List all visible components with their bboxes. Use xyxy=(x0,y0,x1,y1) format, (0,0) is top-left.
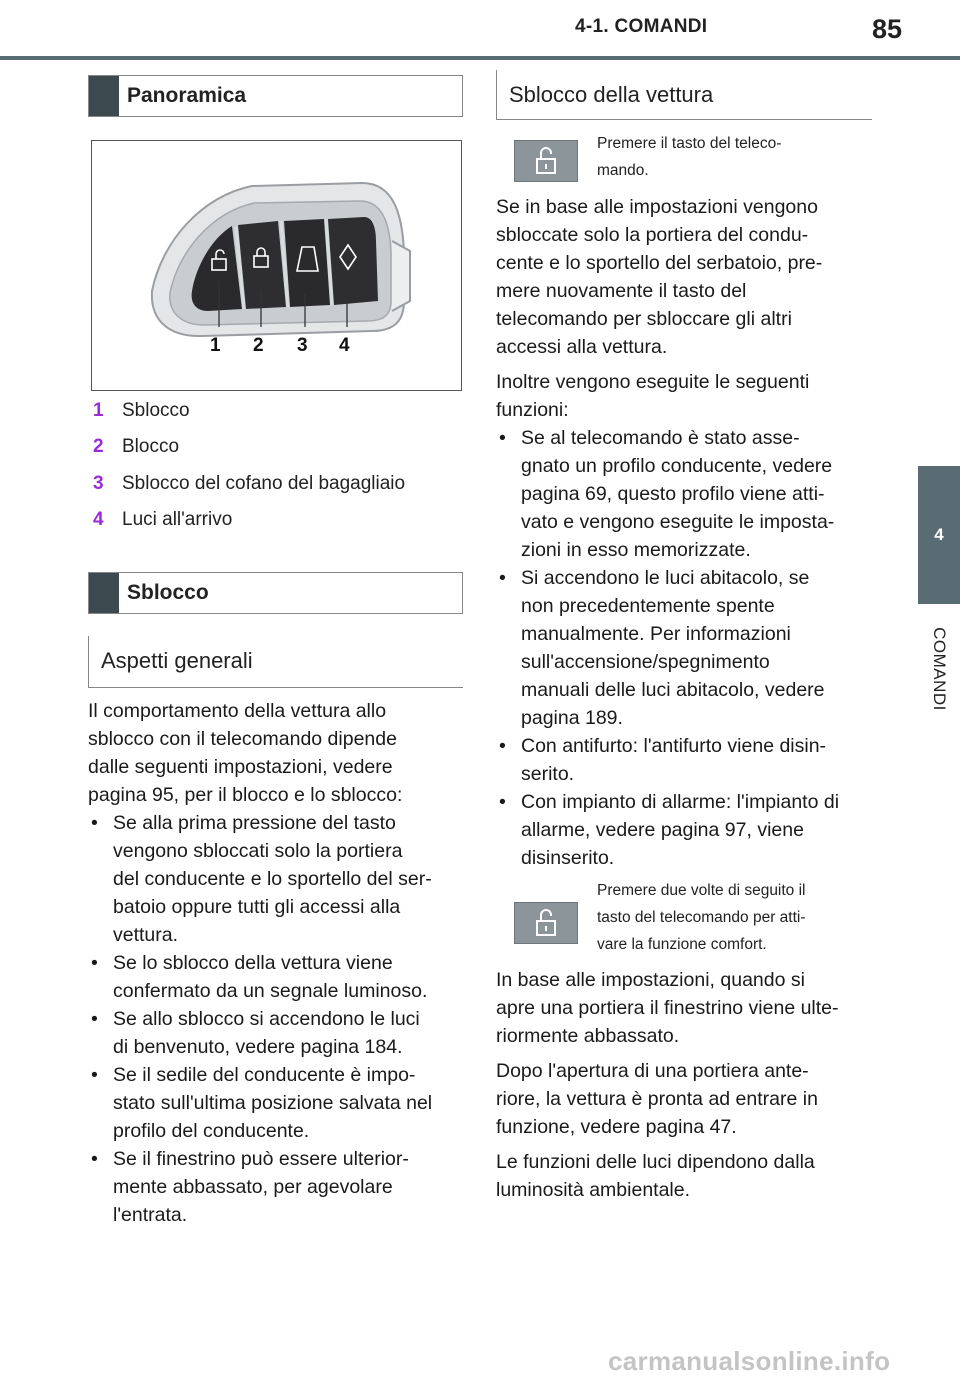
bullet-dot: • xyxy=(91,952,98,974)
text-line: Con antifurto: l'antifurto viene disin- xyxy=(521,735,827,757)
bullet-item xyxy=(88,1005,468,1061)
text-line: disinserito. xyxy=(521,847,615,869)
text-line: pagina 95, per il blocco e lo sblocco: xyxy=(88,784,403,806)
text-line: sbloccate solo la portiera del condu- xyxy=(496,224,809,246)
section-header-bar xyxy=(89,573,119,613)
bullet-dot: • xyxy=(499,791,506,813)
text-line: mente abbassato, per agevolare xyxy=(113,1176,393,1198)
text-line: Con impianto di allarme: l'impianto di xyxy=(521,791,840,813)
bullet-dot: • xyxy=(91,1148,98,1170)
text-line: manuali delle luci abitacolo, vedere xyxy=(521,679,825,701)
unlock-button-symbol xyxy=(514,902,578,944)
legend-label: Sblocco del cofano del bagagliaio xyxy=(122,473,406,494)
legend-num: 1 xyxy=(93,400,104,421)
chapter-tab-label-text: COMANDI xyxy=(930,627,949,711)
text-line: riore, la vettura è pronta ad entrare in xyxy=(496,1088,818,1110)
text-line: accessi alla vettura. xyxy=(496,336,668,358)
text-line: confermato da un segnale luminoso. xyxy=(113,980,428,1002)
section-header-overview-title: Panoramica xyxy=(127,84,247,107)
text-line: zioni in esso memorizzate. xyxy=(521,539,751,561)
section-header-unlock xyxy=(88,572,463,614)
text-line: funzione, vedere pagina 47. xyxy=(496,1116,737,1138)
bullet-dot: • xyxy=(91,812,98,834)
legend-label: Sblocco xyxy=(122,400,190,421)
text-line: In base alle impostazioni, quando si xyxy=(496,969,805,991)
text-line: sblocco con il telecomando dipende xyxy=(88,728,397,750)
text-line: Se il sedile del conducente è impo- xyxy=(113,1064,416,1086)
bullet-dot: • xyxy=(91,1008,98,1030)
text-line: Inoltre vengono eseguite le seguenti xyxy=(496,371,810,393)
text-line: manualmente. Per informazioni xyxy=(521,623,791,645)
text-line: luminosità ambientale. xyxy=(496,1179,691,1201)
text-line: apre una portiera il finestrino viene ulte- xyxy=(496,997,839,1019)
chapter-tab-label xyxy=(918,604,960,734)
general-body xyxy=(88,697,468,1229)
text-line: dalle seguenti impostazioni, vedere xyxy=(88,756,393,778)
bullet-item xyxy=(88,809,468,949)
text-line: Se il finestrino può essere ulterior- xyxy=(113,1148,409,1170)
unlock-button-symbol xyxy=(514,140,578,182)
text-line: vengono sbloccati solo la portiera xyxy=(113,840,403,862)
text-line: riormente abbassato. xyxy=(496,1025,680,1047)
text-line: profilo del conducente. xyxy=(113,1120,310,1142)
text-line: vettura. xyxy=(113,924,179,946)
legend-num: 4 xyxy=(93,509,104,530)
note-press-button xyxy=(597,130,867,184)
callout-3: 3 xyxy=(297,335,308,356)
watermark-text: carmanualsonline.info xyxy=(608,1346,891,1376)
text-line: vare la funzione comfort. xyxy=(597,936,767,953)
text-line: Le funzioni delle luci dipendono dalla xyxy=(496,1151,815,1173)
unlock-padlock-icon xyxy=(515,903,577,943)
text-line: tasto del telecomando per atti- xyxy=(597,909,806,926)
bullet-dot: • xyxy=(91,1064,98,1086)
bullet-item xyxy=(88,949,468,1005)
subsection-header-vehicle-unlock xyxy=(496,70,872,120)
text-line: funzioni: xyxy=(496,399,569,421)
text-line: Se lo sblocco della vettura viene xyxy=(113,952,393,974)
comfort-body xyxy=(496,966,881,1204)
text-line: batoio oppure tutti gli accessi alla xyxy=(113,896,401,918)
subsection-header-general-title: Aspetti generali xyxy=(101,648,253,673)
legend-item xyxy=(91,473,471,495)
key-fob-illustration xyxy=(92,141,461,390)
bullet-item xyxy=(88,1061,468,1145)
text-line: l'entrata. xyxy=(113,1204,188,1226)
text-line: mere nuovamente il tasto del xyxy=(496,280,747,302)
text-line: vato e vengono eseguite le imposta- xyxy=(521,511,835,533)
legend-label: Blocco xyxy=(122,436,180,457)
bullet-dot: • xyxy=(499,567,506,589)
bullet-item xyxy=(496,564,876,732)
text-line: cente e lo sportello del serbatoio, pre- xyxy=(496,252,823,274)
text-line: Se al telecomando è stato asse- xyxy=(521,427,800,449)
text-line: di benvenuto, vedere pagina 184. xyxy=(113,1036,403,1058)
bullet-item xyxy=(496,424,876,564)
text-line: Se allo sblocco si accendono le luci xyxy=(113,1008,420,1030)
text-line: Dopo l'apertura di una portiera ante- xyxy=(496,1060,809,1082)
running-header-section: 4-1. COMANDI xyxy=(575,16,708,37)
bullet-dot: • xyxy=(499,427,506,449)
text-line: allarme, vedere pagina 97, viene xyxy=(521,819,804,841)
text-line: pagina 69, questo profilo viene atti- xyxy=(521,483,825,505)
bullet-item xyxy=(496,732,876,788)
legend-label: Luci all'arrivo xyxy=(122,509,233,530)
note-comfort-function xyxy=(597,877,867,958)
text-line: Premere due volte di seguito il xyxy=(597,882,806,899)
bullet-item xyxy=(496,788,876,872)
subsection-header-vehicle-unlock-title: Sblocco della vettura xyxy=(509,82,714,107)
callout-4: 4 xyxy=(339,335,350,356)
chapter-tab-number: 4 xyxy=(918,466,960,604)
text-line: Premere il tasto del teleco- xyxy=(597,135,782,152)
subsection-header-general xyxy=(88,636,463,688)
section-header-bar xyxy=(89,76,119,116)
legend-item xyxy=(91,509,471,531)
text-line: mando. xyxy=(597,162,649,179)
unlock-padlock-icon xyxy=(515,141,577,181)
text-line: Se alla prima pressione del tasto xyxy=(113,812,396,834)
text-line: telecomando per sbloccare gli altri xyxy=(496,308,792,330)
text-line: pagina 189. xyxy=(521,707,623,729)
text-line: gnato un profilo conducente, vedere xyxy=(521,455,833,477)
text-line: non precedentemente spente xyxy=(521,595,775,617)
text-line: sull'accensione/spegnimento xyxy=(521,651,770,673)
callout-2: 2 xyxy=(253,335,264,356)
text-line: Il comportamento della vettura allo xyxy=(88,700,387,722)
text-line: stato sull'ultima posizione salvata nel xyxy=(113,1092,433,1114)
legend-num: 2 xyxy=(93,436,104,457)
text-line: serito. xyxy=(521,763,575,785)
bullet-dot: • xyxy=(499,735,506,757)
text-line: Si accendono le luci abitacolo, se xyxy=(521,567,810,589)
legend-num: 3 xyxy=(93,473,104,494)
vehicle-unlock-body xyxy=(496,193,876,872)
text-line: del conducente e lo sportello del ser- xyxy=(113,868,432,890)
legend-item xyxy=(91,436,471,458)
section-header-overview xyxy=(88,75,463,117)
page-number: 85 xyxy=(872,14,903,44)
header-rule xyxy=(0,56,960,60)
callout-1: 1 xyxy=(210,335,221,356)
legend-item xyxy=(91,400,471,422)
text-line: Se in base alle impostazioni vengono xyxy=(496,196,818,218)
section-header-unlock-title: Sblocco xyxy=(127,581,209,604)
key-fob-figure xyxy=(91,140,462,391)
bullet-item xyxy=(88,1145,468,1229)
